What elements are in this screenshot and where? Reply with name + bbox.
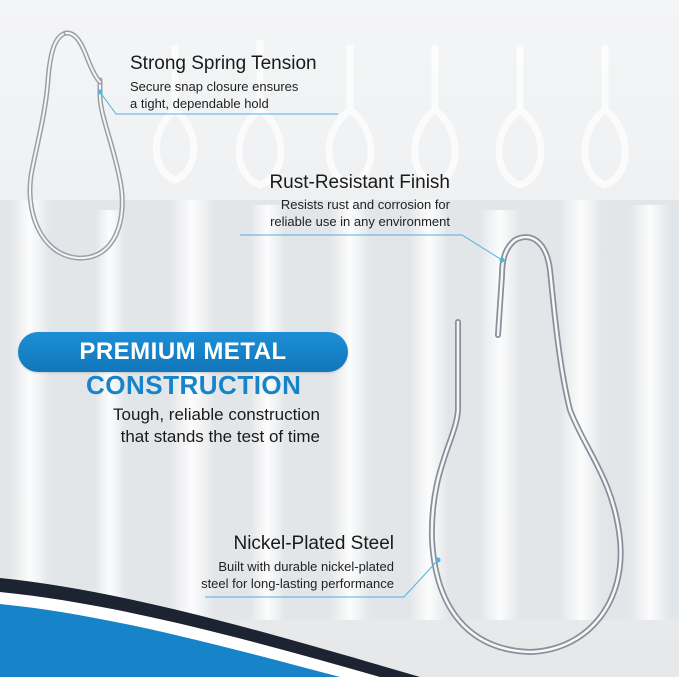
nickel-plated-desc-line2: steel for long-lasting performance xyxy=(201,576,394,591)
premium-metal-banner xyxy=(18,332,348,372)
banner-desc-line2: that stands the test of time xyxy=(120,427,320,446)
rust-resistant-title: Rust-Resistant Finish xyxy=(269,172,450,193)
banner-desc-line1: Tough, reliable construction xyxy=(113,405,320,424)
banner-description xyxy=(80,404,320,448)
rust-resistant-desc-line1: Resists rust and corrosion for xyxy=(280,197,450,212)
banner-heading-line2: CONSTRUCTION xyxy=(86,370,302,400)
spring-tension-title: Strong Spring Tension xyxy=(130,53,317,74)
spring-tension-desc-line1: Secure snap closure ensures xyxy=(130,79,299,94)
nickel-plated-title: Nickel-Plated Steel xyxy=(233,533,394,554)
rust-resistant-desc-line2: reliable use in any environment xyxy=(270,214,450,229)
spring-tension-desc-line2: a tight, dependable hold xyxy=(130,96,269,111)
nickel-plated-desc-line1: Built with durable nickel-plated xyxy=(218,559,394,574)
banner-heading-line1: PREMIUM METAL xyxy=(79,338,287,365)
